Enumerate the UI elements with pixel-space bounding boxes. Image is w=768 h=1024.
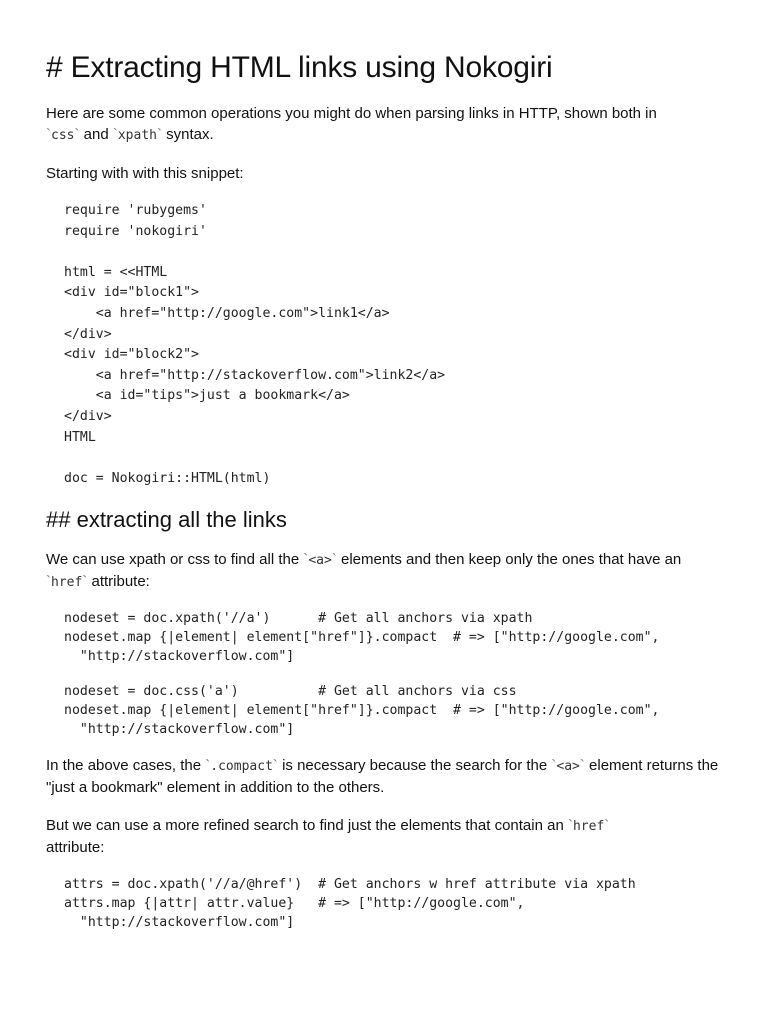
refined-paragraph: [46, 815, 722, 858]
refined-text-2: attribute:: [46, 839, 105, 857]
starting-paragraph: Starting with with this snippet:: [46, 165, 244, 182]
xpath-css-paragraph: [46, 549, 722, 593]
para-text-2: elements and then keep only the ones that have an: [336, 551, 682, 569]
para-text-3: attribute:: [87, 573, 150, 591]
backtick: `: [112, 126, 118, 143]
inline-code-xpath: xpath: [117, 128, 157, 143]
compact-text-3: element returns the "just a bookmark" element in addition to the others.: [46, 757, 719, 797]
inline-code-a: <a>: [556, 759, 580, 775]
inline-code-compact: .compact: [210, 759, 273, 775]
backtick: `: [303, 551, 309, 569]
para-text-1: We can use xpath or css to find all the: [46, 551, 304, 569]
intro-text-1: Here are some common operations you might do when parsing links in HTTP, shown both in: [46, 105, 657, 122]
inline-code-href: href: [51, 575, 83, 591]
intro-text-2: and: [79, 126, 113, 143]
backtick: `: [604, 817, 610, 835]
code-block-snippet: require 'rubygems' require 'nokogiri' html = <<HTML <div id="block1"> <a href="http://google.com">link1</a> </div> <div id="block2"> <a href="http://stackoverflow.com">link2</a> <a id="tips">just a bookmark</a> </div> HTML doc = Nokogiri::HTML(html): [64, 203, 446, 486]
backtick: `: [551, 757, 557, 775]
backtick: `: [331, 551, 337, 569]
backtick: `: [567, 817, 573, 835]
code-block-css: nodeset = doc.css('a') # Get all anchors via css nodeset.map {|element| element["href"]}.compact # => ["http://google.com", "http://stackoverflow.com"]: [64, 684, 660, 738]
compact-text-1: In the above cases, the: [46, 757, 206, 775]
compact-paragraph: [46, 755, 722, 798]
backtick: `: [46, 573, 51, 591]
backtick: `: [205, 757, 211, 775]
backtick: `: [74, 126, 80, 143]
intro-paragraph: [46, 103, 722, 146]
backtick: `: [272, 757, 278, 775]
inline-code-a: <a>: [308, 553, 332, 569]
compact-text-2: is necessary because the search for the: [277, 757, 552, 775]
backtick: `: [157, 126, 162, 143]
backtick: `: [579, 757, 585, 775]
backtick: `: [46, 126, 51, 143]
inline-code-css: css: [51, 128, 75, 143]
refined-text-1: But we can use a more refined search to find just the elements that contain an: [46, 817, 568, 835]
backtick: `: [82, 573, 88, 591]
section-heading-links: ## extracting all the links: [46, 507, 287, 533]
inline-code-href: href: [572, 819, 605, 835]
page-title: # Extracting HTML links using Nokogiri: [46, 51, 553, 84]
intro-text-3: syntax.: [162, 126, 214, 143]
code-block-attrs: attrs = doc.xpath('//a/@href') # Get anchors w href attribute via xpath attrs.map {|attr| attr.value} # => ["http://google.com", "http://stackoverflow.com"]: [64, 877, 636, 931]
code-block-xpath: nodeset = doc.xpath('//a') # Get all anchors via xpath nodeset.map {|element| element["href"]}.compact # => ["http://google.com", "http://stackoverflow.com"]: [64, 611, 660, 665]
